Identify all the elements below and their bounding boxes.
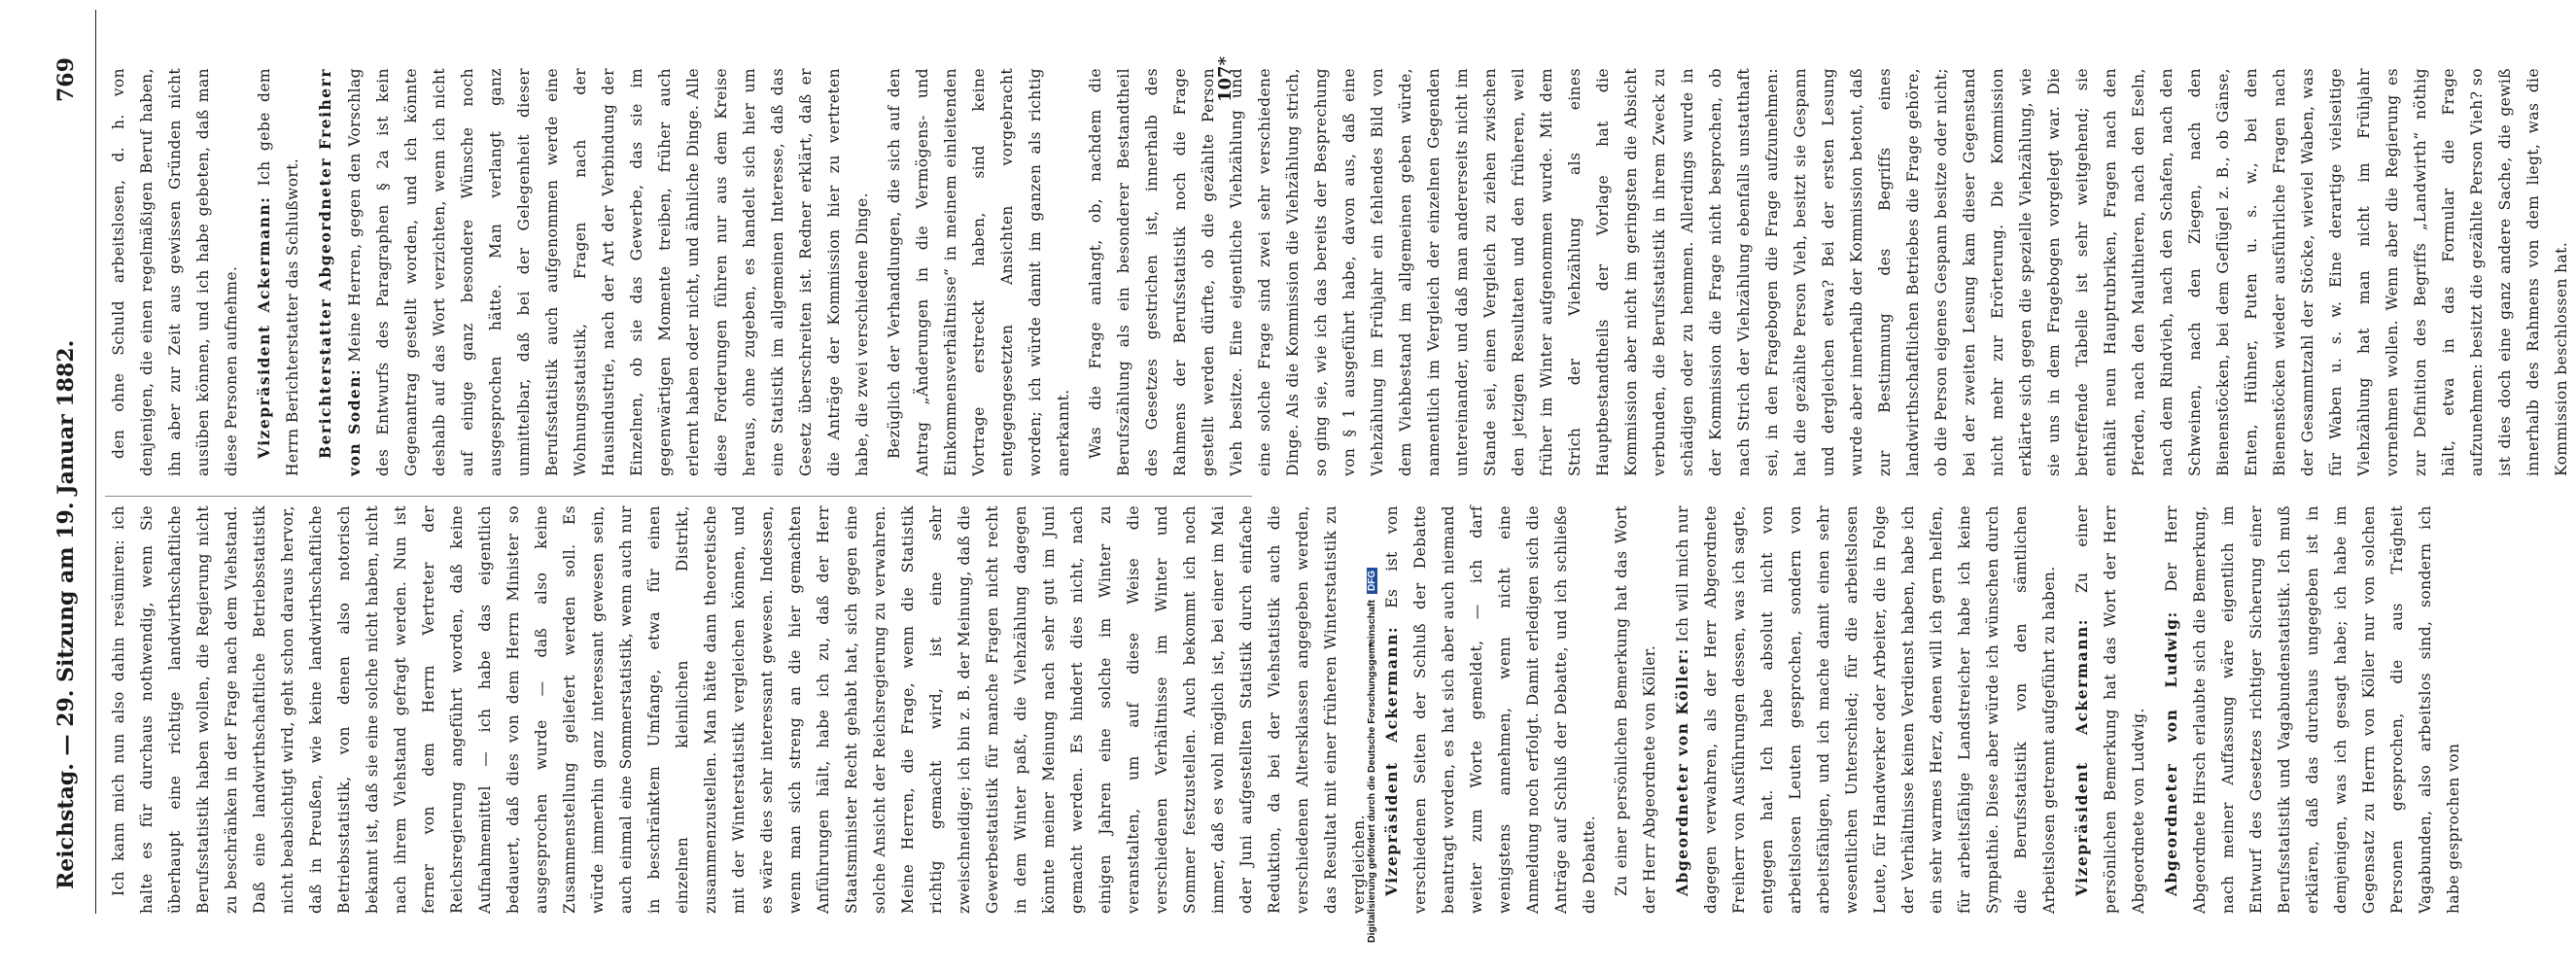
paragraph xyxy=(1377,505,1604,914)
speaker-name: Vizepräsident Ackermann: xyxy=(1382,625,1401,896)
paragraph-text: Zu einer persönlichen Bemerkung hat das Wort der Herr Abgeordnete von Köller. xyxy=(1613,505,1658,914)
paragraph xyxy=(2157,505,2468,914)
page-header xyxy=(53,0,92,972)
paragraph-text: Was die Frage anlangt, ob, nachdem die Berufszählung als ein besonderer Bestandtheil des Gesetzes gestrichen ist, innerhalb des Rahmens der Berufsstatistik noch die Frage gestellt werden dürfte, ob die gezählte Person Vieh besitze. Eine eigentliche Viehzählung und eine solche Frage sind zwei sehr verschiedene Dinge. Als die Kommission die Viehzählung strich, so ging sie, wie ich das bereits der Besprechung von § 1 ausgeführt habe, davon aus, daß eine Viehzählung im Frühjahr ein fehlendes Bild von dem Viehbestand im allgemeinen geben würde, namentlich im Vergleich der einzelnen Gegenden untereinander, und daß man andererseits nicht im Stande sei, einen Vergleich zu ziehen zwischen den jetzigen Resultaten und den früheren, weil früher im Winter aufgenommen wurde. Mit dem Strich der Viehzählung als eines Hauptbestandtheils der Vorlage hat die Kommission aber nicht im geringsten die Absicht verbunden, die Berufsstatistik in ihrem Zweck zu schädigen oder zu hemmen. Allerdings wurde in der Kommission die Frage nicht besprochen, ob nach Strich der Viehzählung ebenfalls unstatthaft sei, in den Fragebogen die Frage aufzunehmen: hat die gezählte Person Vieh, besitzt sie Gespann und dergleichen etwa? Bei der ersten Lesung wurde aber innerhalb der Kommission betont, daß zur Bestimmung des Begriffs eines landwirthschaftlichen Betriebes die Frage gehöre, ob die Person eigenes Gespann besitze oder nicht; bei der zweiten Lesung kam dieser Gegenstand nicht mehr zur Erörterung. Die Kommission erklärte sich gegen die spezielle Viehzählung, wie sie uns in dem Fragebogen vorgelegt war. Die betreffende Tabelle ist sehr weitgehend; sie enthält neun Hauptrubriken, Fragen nach den Pferden, nach den Maulthieren, nach den Eseln, nach dem Rindvieh, nach den Schafen, nach den Schweinen, nach den Ziegen, nach den Bienenstöcken, bei dem Geflügel z. B., ob Gänse, Enten, Hühner, Puten u. s. w., bei den Bienenstöcken wieder ausführliche Fragen nach der Gesammtzahl der Stöcke, wieviel Waben, was für Waben u. s. w. Eine derartige vielseitige Viehzählung hat man nicht im Frühjahr vornehmen wollen. Wenn aber die Regierung es zur Definition des Begriffs „Landwirth“ nöthig hält, etwa in das Formular die Frage aufzunehmen: besitzt die gezählte Person Vieh? so ist dies doch eine ganz andere Sache, die gewiß innerhalb des Rahmens von dem liegt, was die Kommission beschlossen hat. xyxy=(1087,68,2570,476)
speaker-name: Abgeordneter von Ludwig: xyxy=(2162,610,2180,896)
paragraph-text: Der Herr Abgeordnete Hirsch erlaubte sich die Bemerkung, nach meiner Auffassung wäre eigentlich im Entwurf des Gesetzes richtiger Sicherung einer Berufsstatistik und Vagabundenstatistik. Ich muß erklären, daß das durchaus ungegeben ist in demjenigen, was ich gesagt habe; ich habe im Gegensatz zu Herrn von Köller nur von solchen Personen gesprochen, die aus Trägheit Vagabunden, also arbeitslos sind, sondern ich habe gesprochen von xyxy=(2163,505,2462,914)
paragraph-text: Zu einer persönlichen Bemerkung hat das Wort der Herr Abgeordnete von Ludwig. xyxy=(2073,504,2147,914)
paragraph xyxy=(105,68,246,476)
paragraph xyxy=(1608,505,1664,914)
paragraph-text: Bezüglich der Verhandlungen, die sich auf den Antrag „Änderungen in die Vermögens- und Einkommensverhältnisse“ in meinem einleitenden Vortrage erstreckt haben, sind keine entgegengesetzten Ansichten vorgebracht worden; ich würde damit im ganzen als richtig anerkannt. xyxy=(886,68,1072,476)
speaker-name: Vizepräsident Ackermann: xyxy=(255,195,273,459)
paragraph-text: Ich gebe dem Herrn Berichterstatter das Schlußwort. xyxy=(256,68,301,476)
footer-credit-line xyxy=(1366,29,1387,943)
paragraph-text: Ich kann mich nun also dahin resümiren: ich halte es für durchaus nothwendig, wenn Sie überhaupt eine richtige landwirthschaftliche Berufsstatistik haben wollen, die Regierung nicht zu beschränken in der Frage nach dem Viehstand. Daß eine landwirthschaftliche Betriebsstatistik nicht beabsichtigt wird, geht schon daraus hervor, daß in Preußen, wie keine landwirthschaftliche Betriebsstatistik, von denen also notorisch bekannt ist, daß sie eine solche nicht haben, nicht nach ihrem Viehstand gefragt werden. Nun ist ferner von dem Herrn Vertreter der Reichsregierung angeführt worden, daß keine Aufnahmemittel — ich habe das eigentlich bedauert, daß dies von dem Herrn Minister so ausgesprochen wurde — daß also keine Zusammenstellung geliefert werden soll. Es würde immerhin ganz interessant gewesen sein, auch einmal eine Sommerstatistik, wenn auch nur in beschränktem Umfange, etwa für einen einzelnen kleinlichen Distrikt, zusammenzustellen. Man hätte dann theoretische mit der Winterstatistik vergleichen können, und es wäre dies sehr interessant gewesen. Indessen, wenn man sich streng an die hier gemachten Anführungen hält, habe ich zu, daß der Herr Staatsminister Recht gehabt hat, sich gegen eine solche Ansicht der Reichsregierung zu verwahren. Meine Herren, die Frage, wenn die Statistik richtig gemacht wird, ist eine sehr zweischneidige; ich bin z. B. der Meinung, daß die Gewerbestatistik für manche Fragen nicht recht in dem Winter paßt, die Viehzählung dagegen könnte meiner Meinung nach sehr gut im Juni gemacht werden. Es hindert dies nicht, nach einigen Jahren eine solche im Winter zu veranstalten, um auf diese Weise die verschiedenen Verhältnisse im Winter und Sommer festzustellen. Auch bekommt ich noch immer, daß es wohl möglich ist, bei einer im Mai oder Juni aufgestellten Statistik durch einfache Reduktion, da bei der Viehstatistik auch die verschiedenen Altersklassen angegeben werden, das Resultat mit einer früheren Winterstatistik zu vergleichen. xyxy=(110,505,1368,914)
speaker-name: Berichterstatter Abgeordneter Freiherr von Soden: xyxy=(316,68,364,476)
paragraph xyxy=(105,505,1374,914)
paragraph-text: Ich will mich nur dagegen verwahren, als der Herr Abgeordnete Freiherr von Ausführungen dessen, was ich sagte, entgegen hat. Ich habe absolut nicht von arbeitslosen Leuten gesprochen, sondern von arbeitsfähigen, und ich mache damit einen sehr wesentlichen Unterschied; für die arbeitslosen Leute, für Handwerker oder Arbeiter, die in Folge der Verhältnisse keinen Verdienst haben, habe ich ein sehr warmes Herz, denen will ich gern helfen, für arbeitsfähige Landstreicher habe ich keine Sympathie. Diese aber würde ich wünschen durch die Berufsstatistik von den sämtlichen Arbeitslosen getrennt aufgeführt zu haben. xyxy=(1674,505,2058,914)
footer-credit: Digitalisierung gefördert durch die Deutsche Forschungsgemeinschaft xyxy=(1366,600,1377,943)
sheet-signature: 107* xyxy=(1215,56,1236,102)
header-rule xyxy=(95,10,96,914)
paragraph xyxy=(2068,505,2153,914)
speaker-name: Abgeordneter von Köller: xyxy=(1673,647,1691,896)
paragraph xyxy=(1082,68,2576,476)
paragraph xyxy=(1668,505,2064,914)
running-title: Reichstag. — 29. Sitzung am 19. Januar 1882. xyxy=(53,339,79,889)
speaker-name: Vizepräsident Ackermann: xyxy=(2072,618,2091,896)
paragraph xyxy=(881,68,1078,476)
right-column xyxy=(105,68,2570,476)
paragraph-text: Meine Herren, gegen den Vorschlag des Entwurfs des Paragraphen § 2a ist kein Gegenantrag gestellt worden, und ich könnte deshalb auf das Wort verzichten, wenn ich nicht auf einige ganz besondere Wünsche noch ausgesprochen hätte. Man verlangt ganz unmittelbar, daß bei der Gelegenheit dieser Berufsstatistik auch aufgenommen werde eine Wohnungsstatistik, Fragen nach der Hausindustrie, nach der Art der Verbindung der Einzelnen, ob sie das Gewerbe, das sie im gegenwärtigen Momente treiben, früher auch erlernt haben oder nicht, und ähnliche Dinge. Alle diese Forderungen führen nur aus dem Kreise heraus, ohne zugeben, es handelt sich hier um eine Statistik im allgemeinen Interesse, daß das Gesetz überschreiten ist. Redner erklärt, daß er die Anträge der Kommission hier zu vertreten habe, die zwei verschiedene Dinge. xyxy=(346,68,871,476)
page-number: 769 xyxy=(53,57,79,102)
digitization-footer xyxy=(1366,29,1387,943)
dfg-logo: DFG xyxy=(1367,568,1377,594)
paragraph-text: Es ist von verschiedenen Seiten der Schluß der Debatte beantragt worden, es hat sich aber auch niemand weiter zum Worte gemeldet, — ich darf wenigstens annehmen, wenn nicht eine Anmeldung noch erfolgt. Damit erledigen sich die Anträge auf Schluß der Debatte, und ich schließe die Debatte. xyxy=(1383,505,1598,914)
paragraph xyxy=(311,68,877,476)
paragraph xyxy=(250,68,307,476)
paragraph-text: den ohne Schuld arbeitslosen, d. h. von denjenigen, die einen regelmäßigen Beruf haben, ihn aber zur Zeit aus gewissen Gründen nicht ausüben können, und ich habe gebeten, daß man diese Personen aufnehme. xyxy=(110,68,240,476)
column-divider xyxy=(105,496,1252,497)
